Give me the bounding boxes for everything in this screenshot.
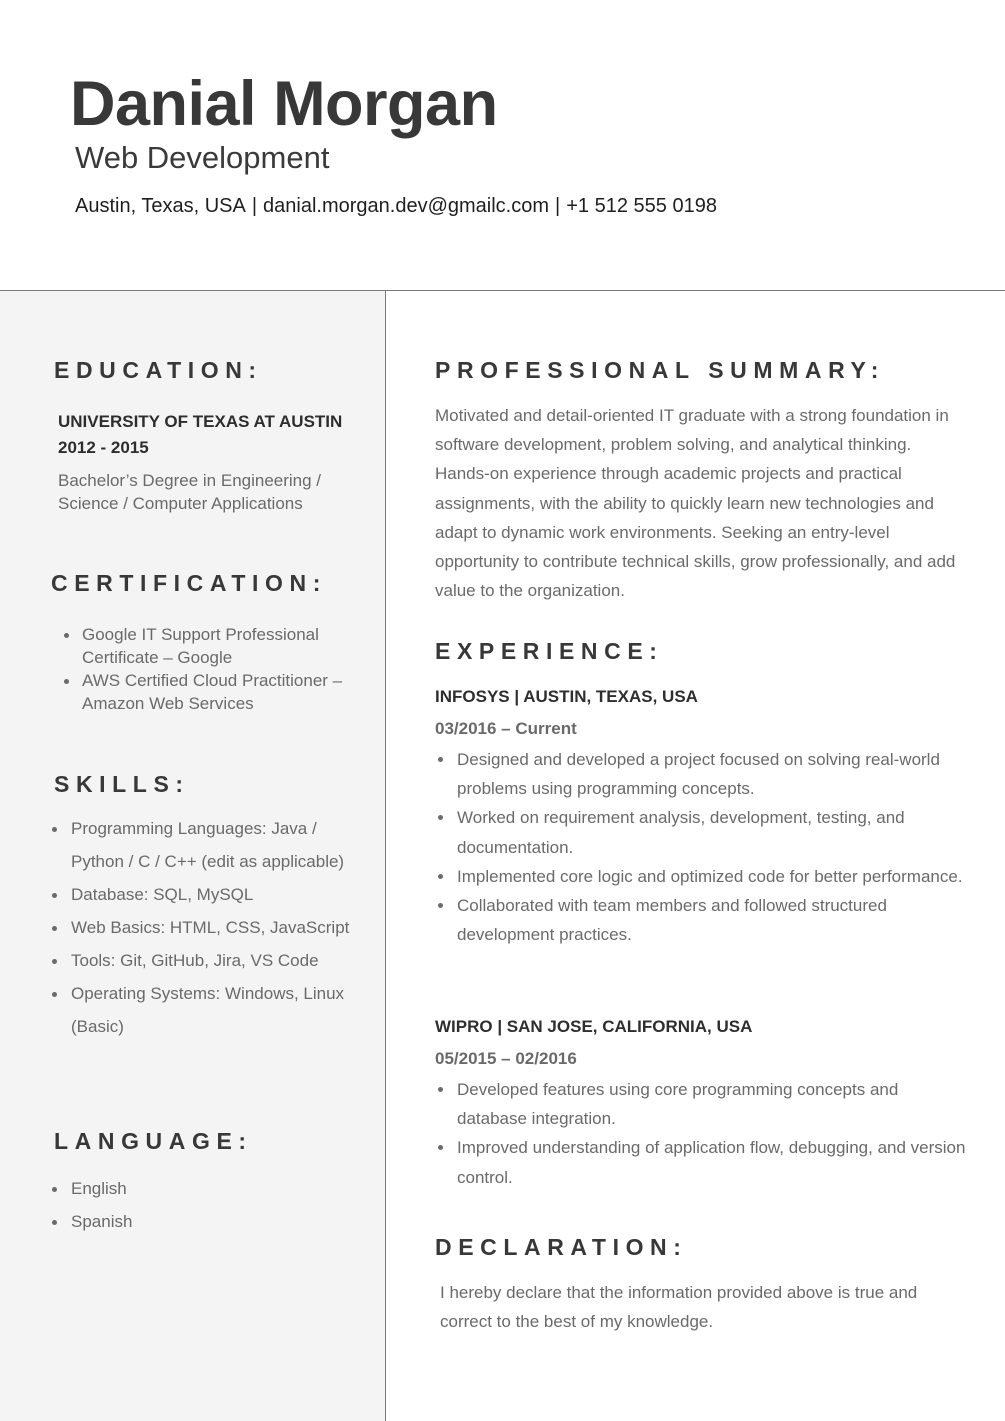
education-entry [58, 409, 342, 461]
job-bullet: Improved understanding of application flow, debugging, and version control. [438, 1133, 968, 1191]
candidate-name: Danial Morgan [70, 69, 498, 139]
education-degree: Bachelor’s Degree in Engineering / Science / Computer Applications [58, 471, 322, 513]
contact-separator: | [251, 195, 258, 217]
education-heading: EDUCATION: [54, 357, 263, 383]
education-school: UNIVERSITY OF TEXAS AT AUSTIN [58, 412, 343, 431]
job-bullet: Designed and developed a project focused on solving real-world problems using programming concepts. [438, 745, 968, 803]
declaration-heading: DECLARATION: [435, 1234, 688, 1260]
skills-heading: SKILLS: [54, 771, 190, 797]
certification-item: AWS Certified Cloud Practitioner – Amazon Web Services [64, 669, 364, 715]
summary-heading: PROFESSIONAL SUMMARY: [435, 357, 885, 383]
skill-item: Programming Languages: Java / Python / C / C++ (edit as applicable) [52, 812, 362, 878]
contact-separator: | [555, 195, 561, 217]
contact-location: Austin, Texas, USA [75, 195, 246, 217]
language-item: Spanish [52, 1205, 352, 1238]
candidate-role: Web Development [75, 140, 330, 175]
education-years: 2012 - 2015 [58, 438, 149, 457]
contact-phone: +1 512 555 0198 [566, 195, 717, 217]
declaration-text: I hereby declare that the information provided above is true and correct to the best of my knowledge. [440, 1283, 918, 1332]
skill-item: Web Basics: HTML, CSS, JavaScript [52, 911, 362, 944]
job-bullet: Worked on requirement analysis, development, testing, and documentation. [438, 803, 968, 861]
contact-email[interactable]: danial.morgan.dev@gmailc.com [263, 195, 550, 217]
job-bullet: Developed features using core programming concepts and database integration. [438, 1075, 968, 1133]
job-dates: 03/2016 – Current [435, 719, 577, 738]
column-divider [385, 291, 386, 1421]
job-bullet: Collaborated with team members and followed structured development practices. [438, 891, 968, 949]
summary-text: Motivated and detail-oriented IT graduate with a strong foundation in software development, problem solving, and analytical thinking. Hands-on experience through academic projects and practical assignments, with the ability to quickly learn new technologies and adapt to dynamic work environments. Seeking an entry-level opportunity to contribute technical skills, grow professionally, and add value to the organization. [435, 406, 956, 601]
job-bullet-list [438, 1075, 968, 1192]
experience-heading: EXPERIENCE: [435, 638, 664, 664]
skill-item: Tools: Git, GitHub, Jira, VS Code [52, 944, 362, 977]
job-dates: 05/2015 – 02/2016 [435, 1049, 577, 1068]
language-list [52, 1172, 352, 1238]
language-heading: LANGUAGE: [54, 1128, 253, 1154]
job-heading: INFOSYS | AUSTIN, TEXAS, USA [435, 687, 698, 706]
skills-list [52, 812, 362, 1043]
certification-list [64, 623, 364, 715]
skill-item: Database: SQL, MySQL [52, 878, 362, 911]
job-bullet: Implemented core logic and optimized code for better performance. [438, 862, 968, 891]
job-bullet-list [438, 745, 968, 949]
job-heading: WIPRO | SAN JOSE, CALIFORNIA, USA [435, 1017, 753, 1036]
certification-item: Google IT Support Professional Certificate – Google [64, 623, 364, 669]
language-item: English [52, 1172, 352, 1205]
contact-line [75, 195, 717, 218]
certification-heading: CERTIFICATION: [51, 570, 327, 596]
skill-item: Operating Systems: Windows, Linux (Basic) [52, 977, 362, 1043]
resume-header [0, 0, 1005, 291]
